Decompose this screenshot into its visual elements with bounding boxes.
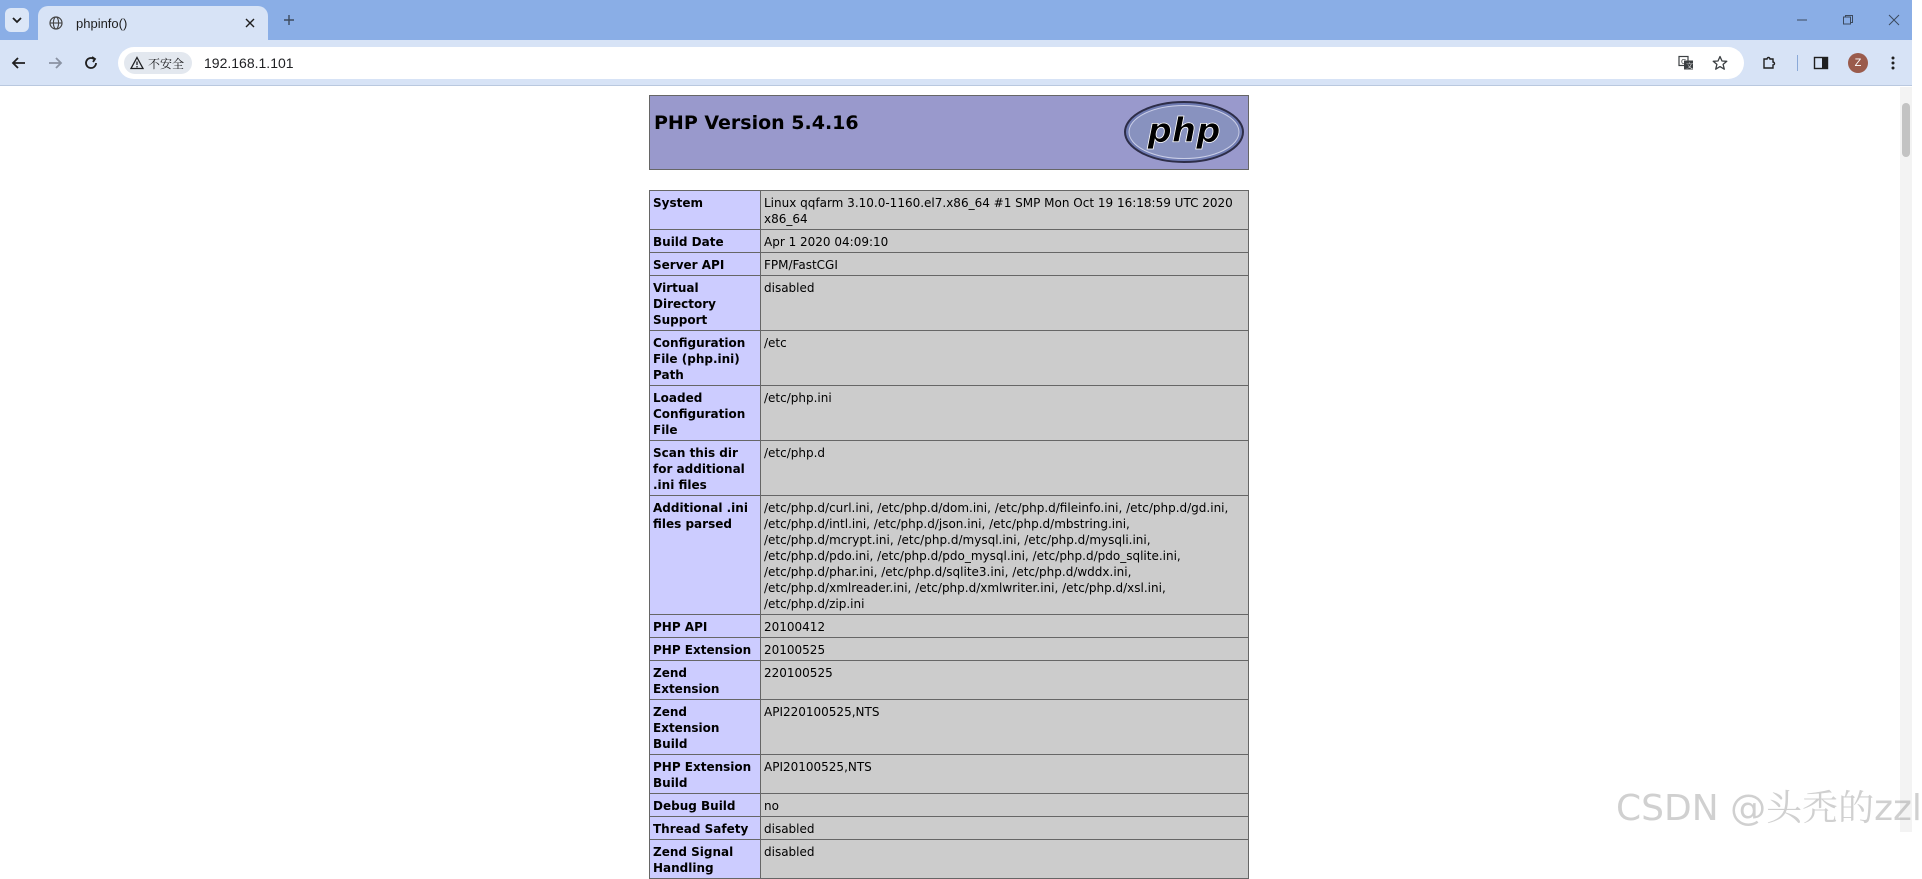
- php-version-header: [649, 95, 1249, 170]
- row-value: API20100525,NTS: [761, 755, 1249, 794]
- close-tab-icon[interactable]: [242, 15, 258, 31]
- chevron-down-icon: [11, 14, 23, 26]
- row-value: 220100525: [761, 661, 1249, 700]
- puzzle-icon: [1761, 55, 1777, 71]
- bookmark-star-icon[interactable]: [1708, 51, 1732, 75]
- row-key: System: [650, 191, 761, 230]
- new-tab-button[interactable]: [279, 10, 299, 30]
- row-key: PHP API: [650, 615, 761, 638]
- plus-icon: [283, 14, 295, 26]
- arrow-left-icon: [11, 55, 27, 71]
- row-value: disabled: [761, 840, 1249, 879]
- minimize-icon: [1796, 14, 1808, 26]
- row-key: Scan this dir for additional .ini files: [650, 441, 761, 496]
- row-value: API220100525,NTS: [761, 700, 1249, 755]
- table-row: [650, 331, 1249, 386]
- url-text[interactable]: 192.168.1.101: [204, 55, 294, 71]
- arrow-right-icon: [47, 55, 63, 71]
- toolbar-divider: [1797, 55, 1798, 71]
- svg-text:php: php: [1147, 111, 1221, 151]
- side-panel-button[interactable]: [1808, 50, 1834, 76]
- table-row: [650, 615, 1249, 638]
- security-label: 不安全: [148, 56, 185, 71]
- table-row: [650, 817, 1249, 840]
- close-window-button[interactable]: [1882, 8, 1906, 32]
- row-value: no: [761, 794, 1249, 817]
- reload-button[interactable]: [78, 50, 104, 76]
- row-value: FPM/FastCGI: [761, 253, 1249, 276]
- minimize-button[interactable]: [1790, 8, 1814, 32]
- row-key: Server API: [650, 253, 761, 276]
- table-row: [650, 638, 1249, 661]
- php-logo: [1123, 100, 1245, 164]
- security-chip[interactable]: [124, 52, 192, 74]
- table-row: [650, 441, 1249, 496]
- tab-search-button[interactable]: [5, 8, 29, 32]
- scrollbar[interactable]: [1900, 87, 1912, 832]
- globe-icon: [48, 15, 64, 31]
- row-value: /etc/php.d: [761, 441, 1249, 496]
- row-key: Additional .ini files parsed: [650, 496, 761, 615]
- page-viewport: [0, 87, 1912, 875]
- table-row: [650, 191, 1249, 230]
- page-title: PHP Version 5.4.16: [654, 112, 859, 134]
- table-row: [650, 386, 1249, 441]
- row-key: Debug Build: [650, 794, 761, 817]
- table-row: [650, 496, 1249, 615]
- table-row: [650, 661, 1249, 700]
- row-value: 20100412: [761, 615, 1249, 638]
- row-value: /etc: [761, 331, 1249, 386]
- row-value: /etc/php.ini: [761, 386, 1249, 441]
- menu-button[interactable]: [1880, 50, 1906, 76]
- row-value: /etc/php.d/curl.ini, /etc/php.d/dom.ini, /etc/php.d/fileinfo.ini, /etc/php.d/gd.ini, /etc/php.d/intl.ini, /etc/php.d/json.ini, /etc/php.d/mbstring.ini, /etc/php.d/mcrypt.ini, /etc/php.d/mysql.ini, /etc/php.d/mysqli.ini, /etc/php.d/pdo.ini, /etc/php.d/pdo_mysql.ini, /etc/php.d/pdo_sqlite.ini, /etc/php.d/phar.ini, /etc/php.d/sqlite3.ini, /etc/php.d/wddx.ini, /etc/php.d/xmlreader.ini, /etc/php.d/xmlwriter.ini, /etc/php.d/xsl.ini, /etc/php.d/zip.ini: [761, 496, 1249, 615]
- row-value: Apr 1 2020 04:09:10: [761, 230, 1249, 253]
- row-value: 20100525: [761, 638, 1249, 661]
- table-row: [650, 840, 1249, 879]
- row-value: Linux qqfarm 3.10.0-1160.el7.x86_64 #1 SMP Mon Oct 19 16:18:59 UTC 2020 x86_64: [761, 191, 1249, 230]
- php-info-table: [649, 190, 1249, 879]
- extensions-button[interactable]: [1756, 50, 1782, 76]
- forward-button[interactable]: [42, 50, 68, 76]
- tab-phpinfo[interactable]: [38, 6, 268, 40]
- table-row: [650, 276, 1249, 331]
- row-key: PHP Extension: [650, 638, 761, 661]
- tab-title: phpinfo(): [76, 15, 128, 31]
- kebab-menu-icon: [1885, 55, 1901, 71]
- restore-button[interactable]: [1836, 8, 1860, 32]
- row-key: Virtual Directory Support: [650, 276, 761, 331]
- table-row: [650, 230, 1249, 253]
- translate-icon[interactable]: [1674, 51, 1698, 75]
- scrollbar-thumb[interactable]: [1902, 103, 1910, 157]
- table-row: [650, 755, 1249, 794]
- row-key: Zend Signal Handling: [650, 840, 761, 879]
- row-key: Build Date: [650, 230, 761, 253]
- row-value: disabled: [761, 817, 1249, 840]
- tab-bar: [0, 0, 1912, 40]
- table-row: [650, 700, 1249, 755]
- table-row: [650, 253, 1249, 276]
- browser-toolbar: [0, 40, 1912, 86]
- restore-icon: [1842, 14, 1854, 26]
- reload-icon: [83, 55, 99, 71]
- address-bar[interactable]: [118, 47, 1744, 79]
- row-key: Loaded Configuration File: [650, 386, 761, 441]
- row-value: disabled: [761, 276, 1249, 331]
- close-icon: [1888, 14, 1900, 26]
- row-key: PHP Extension Build: [650, 755, 761, 794]
- row-key: Configuration File (php.ini) Path: [650, 331, 761, 386]
- profile-avatar[interactable]: Z: [1848, 53, 1868, 73]
- warning-icon: [130, 56, 144, 70]
- table-row: [650, 794, 1249, 817]
- row-key: Zend Extension Build: [650, 700, 761, 755]
- svg-text:文: 文: [1686, 62, 1693, 70]
- side-panel-icon: [1813, 55, 1829, 71]
- row-key: Zend Extension: [650, 661, 761, 700]
- watermark: CSDN @头秃的zzl: [1616, 788, 1922, 829]
- svg-text:G: G: [1681, 58, 1687, 66]
- row-key: Thread Safety: [650, 817, 761, 840]
- back-button[interactable]: [6, 50, 32, 76]
